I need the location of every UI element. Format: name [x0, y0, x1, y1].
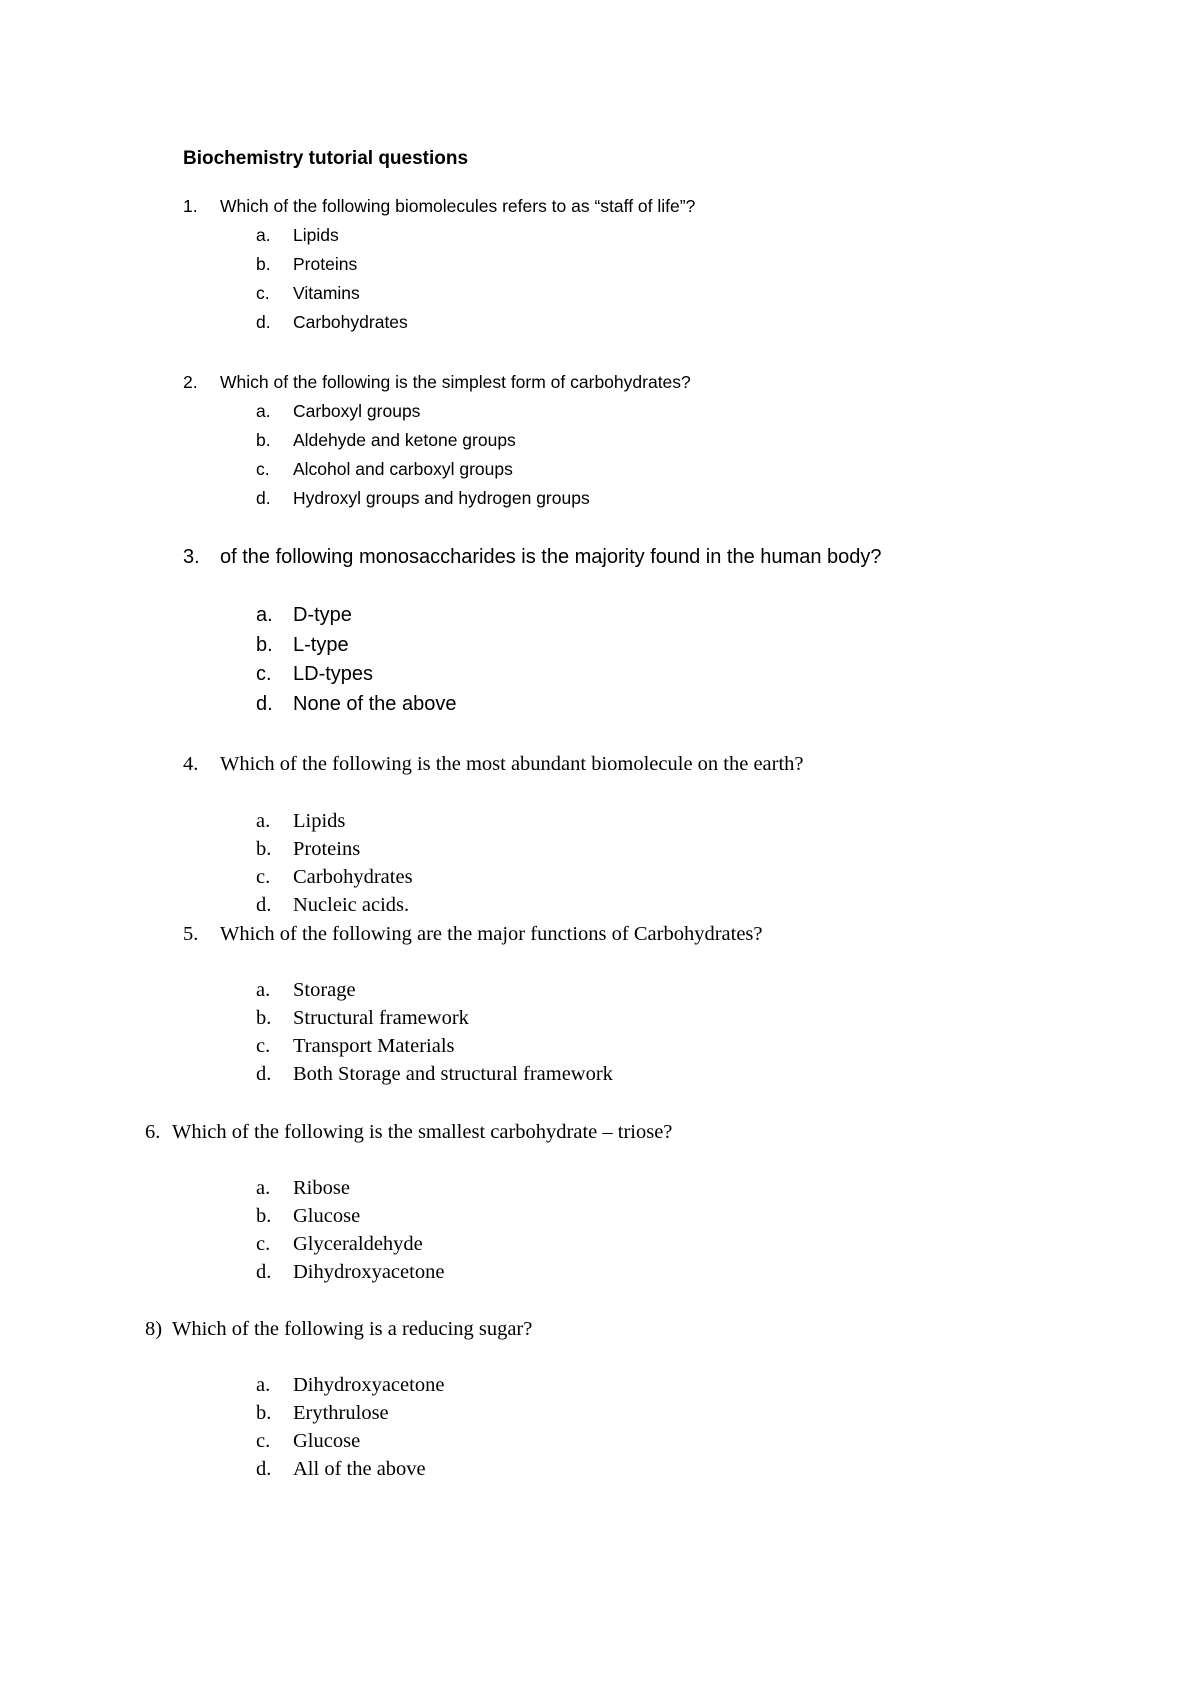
question-1-option-b-letter: b. [256, 254, 271, 274]
question-6-option-d-letter: d. [256, 1261, 272, 1283]
question-5-option-b-letter: b. [256, 1007, 272, 1029]
question-3-option-b: L-type [293, 634, 349, 656]
question-6-option-b-letter: b. [256, 1205, 272, 1227]
question-8-option-c: Glucose [293, 1430, 361, 1452]
question-4-option-c-letter: c. [256, 866, 271, 888]
question-4-option-b: Proteins [293, 838, 361, 860]
question-5-text: Which of the following are the major functions of Carbohydrates? [220, 923, 763, 945]
question-3-number: 3. [183, 546, 200, 568]
question-3-option-d-letter: d. [256, 693, 273, 715]
question-2-number: 2. [183, 372, 198, 392]
question-4-option-c: Carbohydrates [293, 866, 413, 888]
question-1-option-d-letter: d. [256, 312, 271, 332]
question-2-option-d-letter: d. [256, 488, 271, 508]
question-8-option-a: Dihydroxyacetone [293, 1374, 445, 1396]
question-3-option-a-letter: a. [256, 604, 273, 626]
question-2-option-d: Hydroxyl groups and hydrogen groups [293, 488, 590, 508]
question-2-option-c: Alcohol and carboxyl groups [293, 459, 513, 479]
question-1-option-c-letter: c. [256, 283, 270, 303]
question-3-text: of the following monosaccharides is the majority found in the human body? [220, 546, 882, 568]
question-3-option-a: D-type [293, 604, 352, 626]
question-8-text: Which of the following is a reducing sugar? [172, 1318, 533, 1340]
question-5-option-b: Structural framework [293, 1007, 469, 1029]
question-6-option-c-letter: c. [256, 1233, 271, 1255]
question-4-option-d-letter: d. [256, 894, 272, 916]
question-6-text: Which of the following is the smallest carbohydrate – triose? [172, 1121, 673, 1143]
question-8-option-d-letter: d. [256, 1458, 272, 1480]
question-1-text: Which of the following biomolecules refers to as “staff of life”? [220, 196, 696, 216]
question-6-option-d: Dihydroxyacetone [293, 1261, 445, 1283]
question-1-option-a-letter: a. [256, 225, 271, 245]
question-2-option-c-letter: c. [256, 459, 270, 479]
question-5-option-c-letter: c. [256, 1035, 271, 1057]
question-2-option-b: Aldehyde and ketone groups [293, 430, 516, 450]
question-2-option-a-letter: a. [256, 401, 271, 421]
question-6-option-c: Glyceraldehyde [293, 1233, 423, 1255]
question-5-number: 5. [183, 923, 199, 945]
question-3-option-b-letter: b. [256, 634, 273, 656]
question-4-option-a-letter: a. [256, 810, 271, 832]
question-4-option-b-letter: b. [256, 838, 272, 860]
question-5-option-a-letter: a. [256, 979, 271, 1001]
question-8-option-b-letter: b. [256, 1402, 272, 1424]
question-1-option-d: Carbohydrates [293, 312, 408, 332]
question-8-number: 8) [145, 1318, 163, 1340]
question-2-option-b-letter: b. [256, 430, 271, 450]
question-6-option-a: Ribose [293, 1177, 350, 1199]
question-4-text: Which of the following is the most abundant biomolecule on the earth? [220, 753, 804, 775]
question-5-option-d: Both Storage and structural framework [293, 1063, 613, 1085]
question-4-option-a: Lipids [293, 810, 346, 832]
question-6-option-a-letter: a. [256, 1177, 271, 1199]
page-title: Biochemistry tutorial questions [183, 148, 469, 169]
question-3-option-d: None of the above [293, 693, 457, 715]
question-3-option-c: LD-types [293, 663, 374, 685]
question-8-option-b: Erythrulose [293, 1402, 389, 1424]
question-1-number: 1. [183, 196, 198, 216]
question-4-number: 4. [183, 753, 199, 775]
question-8-option-d: All of the above [293, 1458, 426, 1480]
question-2-option-a: Carboxyl groups [293, 401, 421, 421]
question-3-option-c-letter: c. [256, 663, 272, 685]
question-1-option-b: Proteins [293, 254, 358, 274]
question-8-option-a-letter: a. [256, 1374, 271, 1396]
question-6-option-b: Glucose [293, 1205, 361, 1227]
question-1-option-a: Lipids [293, 225, 339, 245]
question-5-option-c: Transport Materials [293, 1035, 455, 1057]
question-5-option-a: Storage [293, 979, 356, 1001]
question-5-option-d-letter: d. [256, 1063, 272, 1085]
question-1-option-c: Vitamins [293, 283, 360, 303]
question-4-option-d: Nucleic acids. [293, 894, 410, 916]
question-8-option-c-letter: c. [256, 1430, 271, 1452]
question-6-number: 6. [145, 1121, 161, 1143]
question-2-text: Which of the following is the simplest form of carbohydrates? [220, 372, 691, 392]
